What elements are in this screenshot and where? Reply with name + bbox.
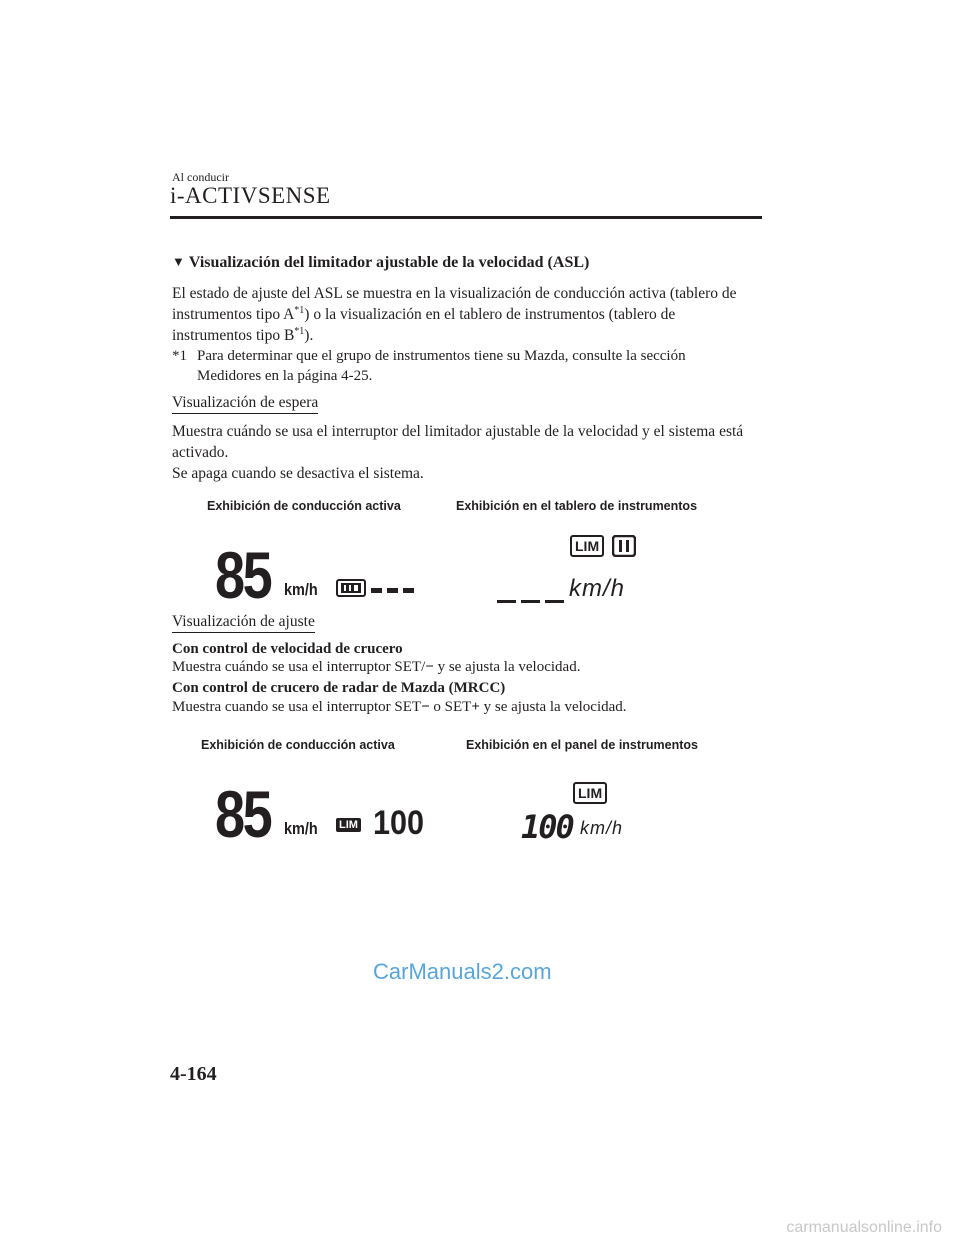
figure1-unit: km/h	[284, 580, 318, 599]
lim-indicator: LIM	[570, 535, 604, 557]
lim-chip: LIM	[336, 818, 361, 832]
standby-paragraph: Muestra cuándo se usa el interruptor del limitador ajustable de la velocidad y el sistema está activado. Se apaga cuando se desactiva el sistema.	[172, 423, 744, 482]
dash-segment	[387, 588, 398, 593]
figure1-label-right: Exhibición en el tablero de instrumentos	[456, 499, 698, 513]
set-speed: 100	[373, 804, 425, 842]
page-title: i-ACTIVSENSE	[170, 183, 331, 208]
limiter-bars-icon	[612, 535, 636, 557]
lim-indicator: LIM	[573, 782, 607, 804]
figure1-right-unit: km/h	[569, 575, 626, 602]
dash-segment	[371, 588, 382, 593]
cc-text: Muestra cuándo se usa el interruptor SET/− y se ajusta la velocidad.	[172, 659, 581, 675]
dashes-placeholder	[497, 590, 565, 593]
limiter-icon	[336, 579, 366, 597]
minus-icon: −	[421, 699, 430, 715]
cc-heading: Con control de velocidad de crucero	[172, 641, 403, 657]
dash-segment	[403, 588, 414, 593]
plus-icon: +	[471, 699, 480, 715]
mrcc-text: Muestra cuando se usa el interruptor SET− o SET+ y se ajusta la velocidad.	[172, 699, 627, 715]
setting-heading: Visualización de ajuste	[172, 612, 315, 633]
figure2-label-left: Exhibición de conducción activa	[201, 738, 395, 752]
mrcc-heading: Con control de crucero de radar de Mazda (MRCC)	[172, 680, 506, 696]
watermark: CarManuals2.com	[373, 959, 552, 984]
watermark-footer: carmanualsonline.info	[786, 1219, 942, 1236]
figure2-unit: km/h	[284, 819, 318, 838]
section-heading: ▼ Visualización del limitador ajustable de la velocidad (ASL)	[172, 254, 590, 271]
footnote: *1 Para determinar que el grupo de instrumentos tiene su Mazda, consulte la sección Medidores en la página 4-25.	[172, 348, 686, 384]
standby-heading: Visualización de espera	[172, 393, 318, 414]
section-label: Al conducir	[172, 170, 229, 184]
figure2-right-unit: km/h	[580, 818, 624, 838]
header-rule	[170, 216, 762, 219]
figure2-label-right: Exhibición en el panel de instrumentos	[466, 738, 698, 752]
page-number: 4-164	[170, 1063, 217, 1085]
intro-paragraph: El estado de ajuste del ASL se muestra en la visualización de conducción activa (tablero de instrumentos tipo $A^{*1}$) o la visualización en el tablero de instrumentos (tablero de instrumentos tipo $B^{*1}$).	[172, 285, 737, 344]
triangle-down-icon: ▼	[172, 254, 185, 269]
figure2-speed: 85	[215, 777, 271, 851]
footnote-mark: *1	[172, 348, 187, 364]
figure1-label-left: Exhibición de conducción activa	[207, 499, 401, 513]
figure1-speed: 85	[215, 538, 271, 612]
minus-icon: −	[425, 659, 434, 675]
set-speed-digital: 100	[521, 808, 573, 846]
